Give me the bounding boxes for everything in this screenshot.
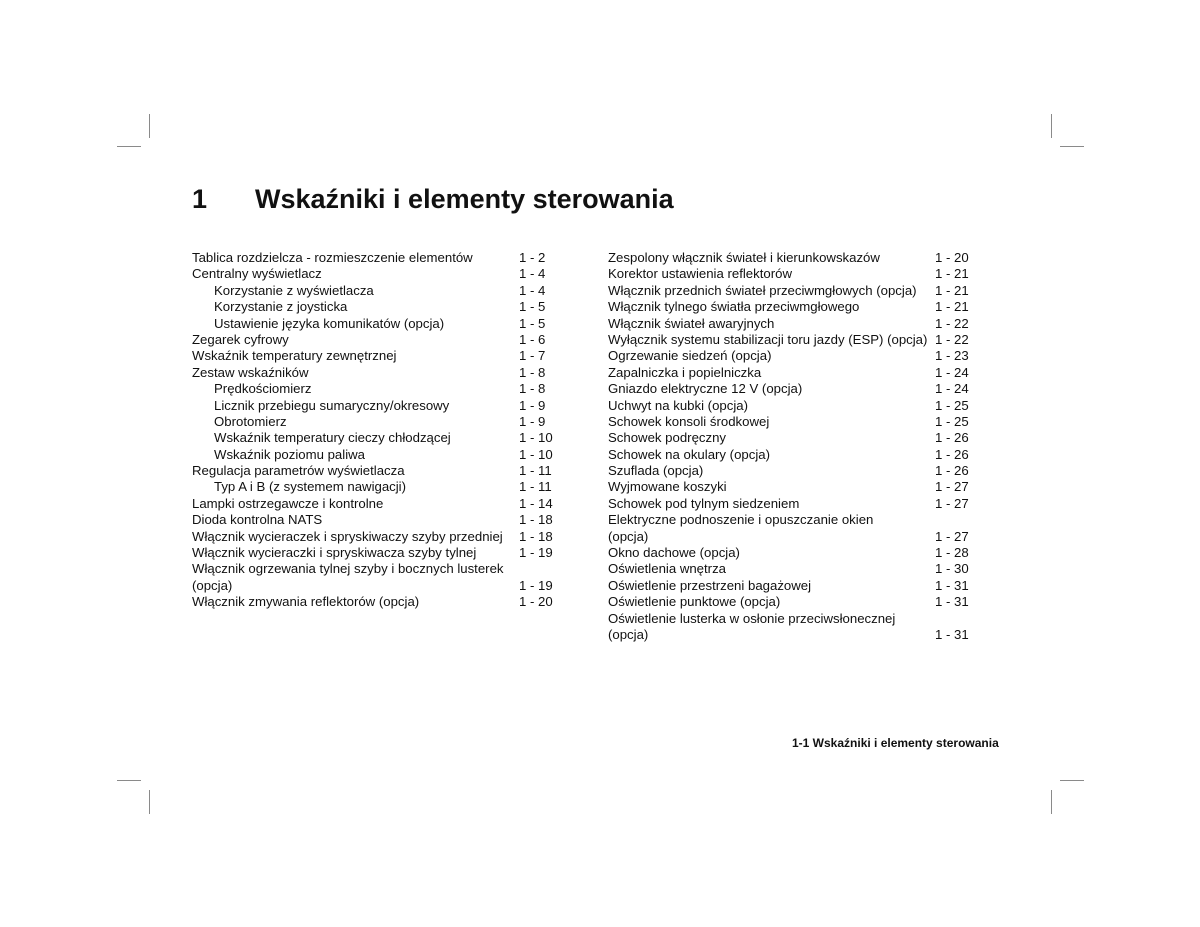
toc-entry (608, 430, 980, 446)
toc-entry-label: (opcja) (192, 577, 233, 593)
crop-mark-top-right-v (1051, 114, 1052, 138)
toc-entry (608, 316, 980, 332)
toc-entry-page: 1 - 21 (935, 299, 969, 315)
toc-entry-page: 1 - 18 (519, 528, 553, 544)
toc-entry-page: 1 - 10 (519, 430, 553, 446)
toc-entry (192, 348, 564, 364)
toc-entry-label: (opcja) (608, 528, 649, 544)
toc-entry-page: 1 - 22 (935, 315, 969, 331)
crop-mark-bottom-right-v (1051, 790, 1052, 814)
toc-entry-page: 1 - 9 (519, 397, 546, 413)
toc-entry-label: Wskaźnik temperatury cieczy chłodzącej (214, 430, 451, 446)
toc-entry-label: Oświetlenia wnętrza (608, 561, 727, 577)
toc-entry (608, 561, 980, 577)
toc-entry-page: 1 - 26 (935, 446, 969, 462)
toc-entry-label: Schowek konsoli środkowej (608, 413, 770, 429)
toc-entry (192, 381, 564, 397)
toc-entry-label: Zespolony włącznik świateł i kierunkowskazów (608, 250, 880, 265)
toc-entry-page: 1 - 30 (935, 561, 969, 577)
toc-entry-page: 1 - 31 (935, 626, 969, 642)
chapter-number: 1 (192, 184, 208, 214)
toc-entry-page: 1 - 26 (935, 430, 969, 446)
toc-entry (192, 365, 564, 381)
toc-entry-label: Lampki ostrzegawcze i kontrolne (192, 495, 384, 511)
toc-entry-label: Obrotomierz (214, 413, 287, 429)
toc-entry (608, 250, 980, 266)
toc-entry-label: Typ A i B (z systemem nawigacji) (214, 479, 407, 495)
toc-entry-page: 1 - 8 (519, 381, 546, 397)
toc-entry-page: 1 - 4 (519, 266, 546, 282)
toc-entry (608, 398, 980, 414)
toc-entry (608, 627, 980, 643)
toc-entry (608, 266, 980, 282)
toc-entry (608, 365, 980, 381)
toc-entry-page: 1 - 11 (519, 463, 552, 479)
toc-entry-page: 1 - 7 (519, 348, 546, 364)
toc-entry (192, 299, 564, 315)
toc-entry-label: Zegarek cyfrowy (192, 331, 289, 347)
toc-entry-label: Korzystanie z joysticka (214, 299, 348, 315)
toc-entry (192, 561, 564, 577)
toc-entry-page: 1 - 25 (935, 413, 969, 429)
toc-entry-page: 1 - 26 (935, 463, 969, 479)
toc-entry-label: Włącznik wycieraczki i spryskiwacza szyby tylnej (192, 545, 477, 561)
chapter-title-text: Wskaźniki i elementy sterowania (255, 184, 674, 214)
toc-entry (192, 479, 564, 495)
toc-entry-label: Ogrzewanie siedzeń (opcja) (608, 348, 772, 364)
toc-entry (192, 332, 564, 348)
toc-entry-page: 1 - 27 (935, 479, 969, 495)
toc-entry (192, 578, 564, 594)
page-footer: 1-1 Wskaźniki i elementy sterowania (792, 736, 999, 750)
toc-left-column (192, 250, 564, 611)
toc-entry-page: 1 - 5 (519, 299, 546, 315)
toc-entry-label: Elektryczne podnoszenie i opuszczanie okien (608, 512, 874, 528)
toc-entry-label: Włącznik zmywania reflektorów (opcja) (192, 594, 420, 610)
toc-entry-label: Wskaźnik poziomu paliwa (214, 446, 365, 462)
toc-entry-page: 1 - 20 (519, 594, 553, 610)
crop-mark-top-right-h (1060, 146, 1084, 147)
toc-entry-page: 1 - 31 (935, 594, 969, 610)
toc-entry (608, 348, 980, 364)
toc-entry-label: Wyjmowane koszyki (608, 479, 727, 495)
toc-entry (608, 512, 980, 528)
toc-entry-label: Prędkościomierz (214, 381, 312, 397)
toc-entry-label: Włącznik tylnego światła przeciwmgłowego (608, 299, 860, 315)
toc-right-column (608, 250, 980, 643)
toc-entry-label: Oświetlenie lusterka w osłonie przeciwsłonecznej (608, 610, 896, 626)
toc-entry (608, 299, 980, 315)
crop-mark-bottom-right-h (1060, 780, 1084, 781)
toc-entry-label: Schowek podręczny (608, 430, 727, 446)
toc-entry-label: Gniazdo elektryczne 12 V (opcja) (608, 381, 803, 397)
toc-entry-page: 1 - 9 (519, 413, 546, 429)
toc-entry-label: Schowek na okulary (opcja) (608, 446, 770, 462)
toc-entry-label: (opcja) (608, 626, 649, 642)
toc-entry-page: 1 - 8 (519, 364, 546, 380)
toc-entry-label: Zapalniczka i popielniczka (608, 364, 762, 380)
crop-mark-bottom-left-v (149, 790, 150, 814)
crop-mark-top-left-v (149, 114, 150, 138)
toc-entry (192, 266, 564, 282)
toc-entry-label: Oświetlenie punktowe (opcja) (608, 594, 781, 610)
toc-entry-label: Licznik przebiegu sumaryczny/okresowy (214, 397, 450, 413)
toc-entry (608, 414, 980, 430)
toc-entry-page: 1 - 21 (935, 266, 969, 282)
toc-entry-page: 1 - 21 (935, 282, 969, 298)
toc-entry-label: Włącznik ogrzewania tylnej szyby i bocznych lusterek (192, 561, 504, 577)
toc-entry (192, 545, 564, 561)
toc-entry-label: Zestaw wskaźników (192, 364, 309, 380)
toc-entry (608, 381, 980, 397)
toc-entry-label: Włącznik przednich świateł przeciwmgłowych (opcja) (608, 282, 917, 298)
toc-entry-page: 1 - 23 (935, 348, 969, 364)
toc-entry (608, 447, 980, 463)
toc-entry (608, 479, 980, 495)
toc-entry-label: Włącznik wycieraczek i spryskiwaczy szyby przedniej (192, 528, 503, 544)
toc-entry (192, 447, 564, 463)
toc-entry (192, 529, 564, 545)
chapter-title (192, 184, 674, 215)
toc-entry (192, 463, 564, 479)
toc-entry-label: Uchwyt na kubki (opcja) (608, 397, 748, 413)
toc-entry-page: 1 - 6 (519, 331, 546, 347)
toc-entry-label: Regulacja parametrów wyświetlacza (192, 463, 405, 479)
toc-entry-label: Centralny wyświetlacz (192, 266, 322, 282)
toc-entry-label: Włącznik świateł awaryjnych (608, 315, 775, 331)
toc-entry (608, 283, 980, 299)
toc-entry (608, 496, 980, 512)
toc-entry-label: Ustawienie języka komunikatów (opcja) (214, 315, 445, 331)
toc-entry-page: 1 - 10 (519, 446, 553, 462)
toc-entry-label: Dioda kontrolna NATS (192, 512, 323, 528)
crop-mark-top-left-h (117, 146, 141, 147)
toc-entry-label: Korzystanie z wyświetlacza (214, 282, 374, 298)
toc-entry-page: 1 - 27 (935, 495, 969, 511)
toc-entry (608, 545, 980, 561)
toc-entry-page: 1 - 5 (519, 315, 546, 331)
toc-entry-page: 1 - 24 (935, 381, 969, 397)
toc-entry (192, 398, 564, 414)
toc-entry (608, 611, 980, 627)
toc-entry (608, 463, 980, 479)
toc-entry (608, 529, 980, 545)
toc-entry (608, 594, 980, 610)
toc-entry-page: 1 - 24 (935, 364, 969, 380)
toc-entry (192, 250, 564, 266)
toc-entry-page: 1 - 4 (519, 282, 546, 298)
toc-entry-label: Wskaźnik temperatury zewnętrznej (192, 348, 397, 364)
toc-entry-label: Schowek pod tylnym siedzeniem (608, 495, 800, 511)
toc-entry-page: 1 - 19 (519, 545, 553, 561)
toc-entry-label: Okno dachowe (opcja) (608, 545, 740, 561)
toc-entry (192, 316, 564, 332)
toc-entry-page: 1 - 18 (519, 512, 553, 528)
toc-entry-label: Wyłącznik systemu stabilizacji toru jazdy (ESP) (opcja) (608, 331, 928, 347)
toc-entry-page: 1 - 11 (519, 479, 552, 495)
toc-entry-page: 1 - 27 (935, 528, 969, 544)
toc-entry-label: Korektor ustawienia reflektorów (608, 266, 792, 282)
toc-entry (192, 430, 564, 446)
toc-entry-label: Szuflada (opcja) (608, 463, 704, 479)
toc-entry (192, 594, 564, 610)
toc-entry (192, 496, 564, 512)
toc-entry-page: 1 - 22 (935, 331, 969, 347)
toc-entry-page: 1 - 31 (935, 577, 969, 593)
toc-entry (192, 414, 564, 430)
toc-entry-page: 1 - 20 (935, 250, 969, 265)
toc-entry (192, 283, 564, 299)
toc-entry-page: 1 - 28 (935, 545, 969, 561)
toc-entry (192, 512, 564, 528)
toc-entry-page: 1 - 25 (935, 397, 969, 413)
toc-entry-label: Tablica rozdzielcza - rozmieszczenie elementów (192, 250, 473, 265)
toc-entry-label: Oświetlenie przestrzeni bagażowej (608, 577, 812, 593)
toc-entry-page: 1 - 19 (519, 577, 553, 593)
toc-entry (608, 578, 980, 594)
toc-entry-page: 1 - 14 (519, 495, 553, 511)
toc-entry (608, 332, 980, 348)
toc-entry-page: 1 - 2 (519, 250, 546, 265)
crop-mark-bottom-left-h (117, 780, 141, 781)
